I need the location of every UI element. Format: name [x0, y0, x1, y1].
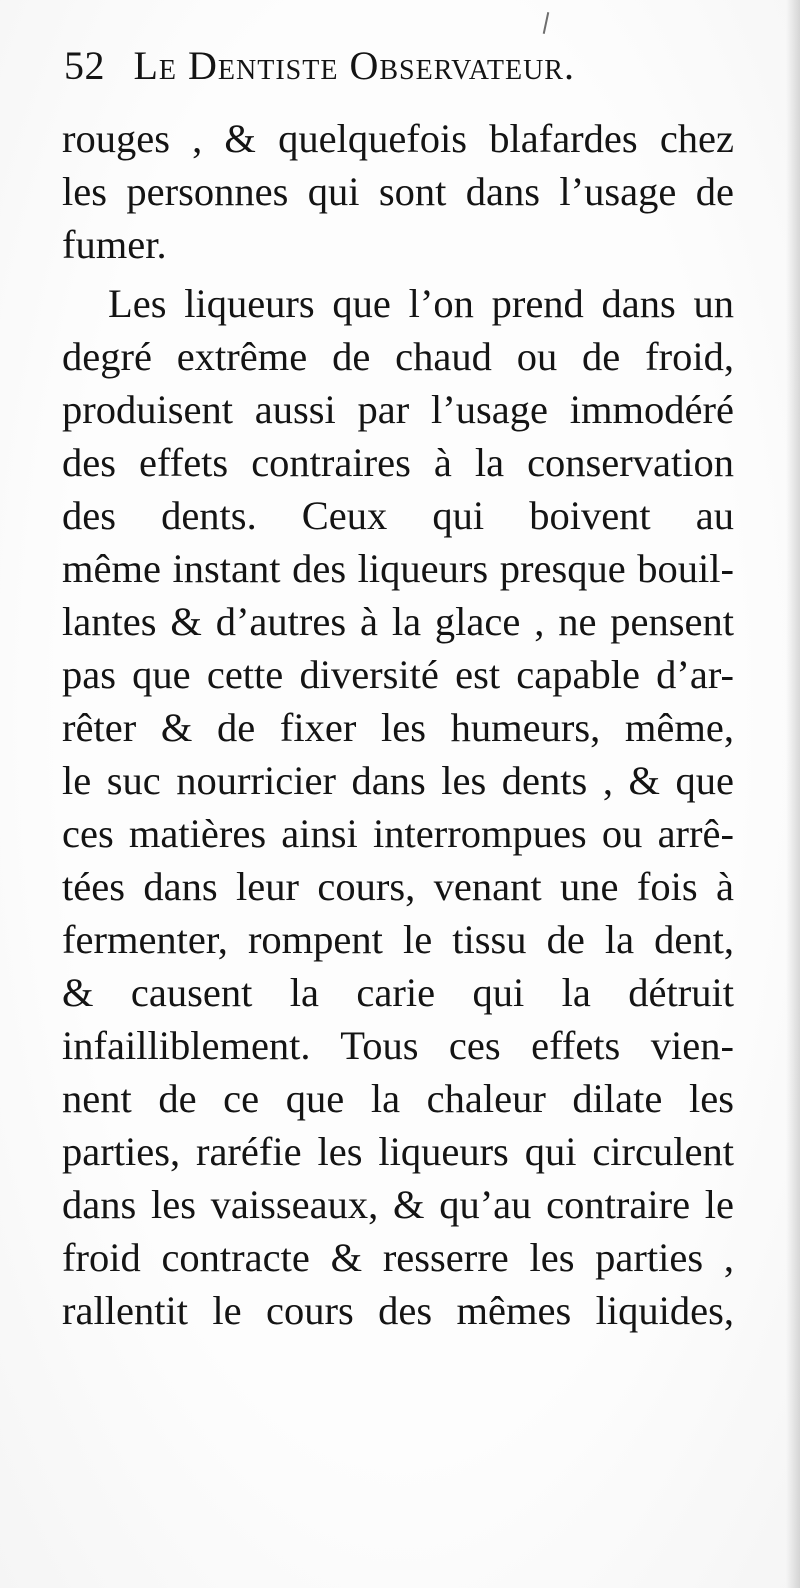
- text-line: lantes & d’autres à la glace , ne pensent: [62, 599, 734, 644]
- text-line: Les liqueurs que l’on prend dans un: [108, 281, 734, 326]
- text-line: fumer.: [62, 222, 167, 267]
- text-line: le suc nourricier dans les dents , & que: [62, 758, 734, 803]
- text-line: même instant des liqueurs presque bouil-: [62, 546, 734, 591]
- text-line: ces matières ainsi interrompues ou arrê-: [62, 811, 734, 856]
- text-line: pas que cette diversité est capable d’ar-: [62, 652, 734, 697]
- text-line: produisent aussi par l’usage immodéré: [62, 387, 734, 432]
- text-line: parties, raréfie les liqueurs qui circulent: [62, 1129, 734, 1174]
- text-line: froid contracte & resserre les parties ,: [62, 1235, 734, 1280]
- text-line: degré extrême de chaud ou de froid,: [62, 334, 734, 379]
- text-line: dans les vaisseaux, & qu’au contraire le: [62, 1182, 734, 1227]
- text-line: fermenter, rompent le tissu de la dent,: [62, 917, 734, 962]
- page-number: 52: [64, 43, 105, 88]
- page-header: [64, 42, 744, 102]
- stray-ink-mark: [543, 12, 550, 34]
- text-line: nent de ce que la chaleur dilate les: [62, 1076, 734, 1121]
- running-title: Le Dentiste Observateur.: [133, 43, 575, 88]
- text-line: des effets contraires à la conservation: [62, 440, 734, 485]
- text-line: & causent la carie qui la détruit: [62, 970, 734, 1015]
- text-line: rallentit le cours des mêmes liquides,: [62, 1288, 734, 1333]
- text-line: tées dans leur cours, venant une fois à: [62, 864, 734, 909]
- text-line: rouges , & quelquefois blafardes chez: [62, 116, 734, 161]
- text-line: les personnes qui sont dans l’usage de: [62, 169, 734, 214]
- text-line: rêter & de fixer les humeurs, même,: [62, 705, 734, 750]
- body-text: [62, 112, 734, 1337]
- page-edge-shadow: [786, 0, 800, 1588]
- text-line: des dents. Ceux qui boivent au: [62, 493, 734, 538]
- text-line: infailliblement. Tous ces effets vien-: [62, 1023, 734, 1068]
